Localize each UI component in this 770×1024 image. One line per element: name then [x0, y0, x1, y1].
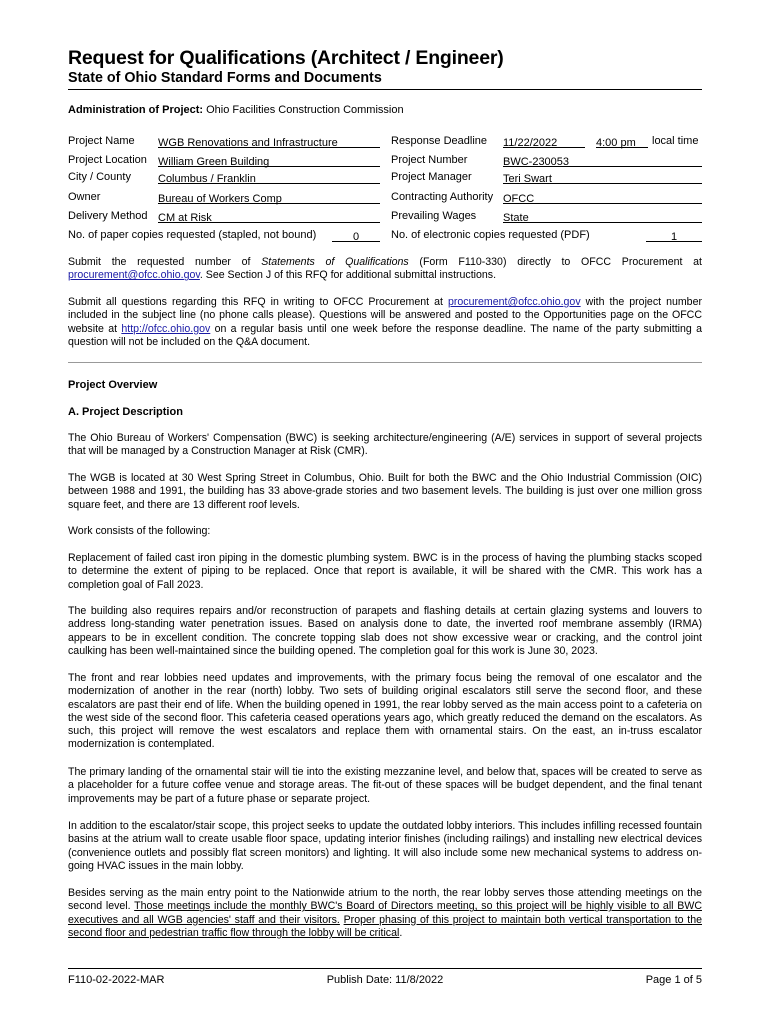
questions-text-b: with the project number included in the subject line (no phone calls please). Questions will be answered and posted to the Opportunities page on the OFCC website at	[68, 296, 702, 335]
final-text-end: .	[399, 926, 403, 939]
delivery-method-label: Delivery Method	[68, 210, 148, 222]
document-title: Request for Qualifications (Architect / Engineer)	[68, 47, 504, 69]
submit-text-b: (Form F110-330) directly to OFCC Procurement at	[419, 256, 702, 268]
electronic-copies-field	[646, 227, 702, 242]
project-number-label: Project Number	[391, 154, 468, 166]
project-manager-label: Project Manager	[391, 171, 472, 183]
statements-of-qualifications: Statements of Qualifications	[261, 256, 409, 268]
response-deadline-date-field	[503, 133, 585, 148]
project-location-label: Project Location	[68, 154, 147, 166]
submit-text-c: . See Section J of this RFQ for additional submittal instructions.	[199, 269, 497, 282]
project-location-value: William Green Building	[158, 156, 270, 168]
footer-form-id: F110-02-2022-MAR	[68, 974, 165, 986]
prevailing-wages-label: Prevailing Wages	[391, 210, 477, 222]
contracting-authority-label: Contracting Authority	[391, 191, 494, 203]
contracting-authority-field	[503, 189, 702, 204]
body-paragraph: The WGB is located at 30 West Spring Street in Columbus, Ohio. Built for both the BWC and the Ohio Industrial Commission (OIC) between 1988 and 1991, the building has 33 above-grade stories and two basement levels. The building is just over one million gross square feet, and there are 13 different roof levels.	[68, 472, 702, 511]
project-name-value: WGB Renovations and Infrastructure	[158, 137, 338, 149]
city-county-value: Columbus / Franklin	[158, 173, 256, 185]
body-paragraph: In addition to the escalator/stair scope, this project seeks to update the outdated lobby interiors. This includes infilling recessed fountain basins at the atrium wall to create usable floor space, updating interior finishes (including railings) and installing new electrical devices (convenience outlets and possibly flat screen monitors) and lighting. It will also include some new mechanical systems to address on-going HVAC issues in the main lobby.	[68, 820, 702, 872]
body-paragraph: The front and rear lobbies need updates and improvements, with the primary focus being the removal of one escalator and the modernization of another in the rear (north) lobby. Two sets of building original escalators still serve the second floor, and these escalators are past their end of life. When the building opened in 1991, the rear lobby served as the main access point to a cafeteria on the west side of the second floor. This cafeteria ceased operations years ago, which greatly reduced the demand on the escalators. As such, this project will remove the west escalators and replace them with ornamental stairs. On the east, an in-truss escalator modernization is contemplated.	[68, 672, 702, 751]
response-deadline-date: 11/22/2022	[503, 137, 558, 149]
questions-text-c: on a regular basis until one week before the response deadline. The name of the party submitting a question will not be included on the Q&A document.	[68, 322, 702, 348]
body-paragraph: The building also requires repairs and/or reconstruction of parapets and flashing details at certain glazing systems and louvers to address long-standing water penetration issues. Based on analysis done to date, the inverted roof membrane assembly (IRMA) appears to be in excellent condition. The concrete topping slab does not show excessive wear or cracking, and the control joint caulking has been well-maintained since the building opened. The completion goal for this work is June 30, 2023.	[68, 605, 702, 657]
ofcc-website-link[interactable]: http://ofcc.ohio.gov	[121, 322, 211, 335]
project-number-value: BWC-230053	[503, 156, 570, 168]
paper-copies-label: No. of paper copies requested (stapled, not bound)	[68, 229, 317, 241]
project-name-label: Project Name	[68, 135, 135, 147]
questions-instructions	[68, 296, 702, 349]
delivery-method-value: CM at Risk	[158, 212, 212, 224]
project-manager-field	[503, 169, 702, 184]
response-deadline-time-field	[596, 133, 648, 148]
body-paragraph: Work consists of the following:	[68, 525, 211, 537]
section-divider	[68, 362, 702, 363]
final-text-underlined-1: Those meetings include the monthly BWC's Board of Directors meeting, so this project will be highly visible to all BWC executives and all WGB agencies' staff and their visitors.	[68, 900, 702, 926]
title-divider	[68, 89, 702, 90]
document-subtitle: State of Ohio Standard Forms and Documents	[68, 70, 382, 86]
final-text-underlined-2: Proper phasing of this project to maintain both vertical transportation to the second floor and pedestrian traffic flow through the lobby will be critical	[68, 913, 702, 939]
submit-instructions	[68, 256, 702, 283]
project-overview-heading: Project Overview	[68, 379, 158, 391]
electronic-copies-label: No. of electronic copies requested (PDF)	[391, 229, 590, 241]
body-paragraph: The Ohio Bureau of Workers' Compensation (BWC) is seeking architecture/engineering (A/E) services in support of several projects that will be managed by a Construction Manager at Risk (CMR).	[68, 432, 702, 458]
city-county-field	[158, 169, 380, 184]
administration-line	[68, 104, 404, 116]
delivery-method-field	[158, 208, 380, 223]
footer-publish-date: Publish Date: 11/8/2022	[326, 974, 444, 986]
paper-copies-field	[332, 227, 380, 242]
submit-text-a: Submit the requested number of	[68, 256, 251, 268]
response-deadline-label: Response Deadline	[391, 135, 488, 147]
questions-text-a: Submit all questions regarding this RFQ in writing to OFCC Procurement at	[68, 296, 443, 308]
section-a-heading: A. Project Description	[68, 406, 183, 418]
final-text-a: Besides serving as the main entry point to the Nationwide atrium to the north, the rear lobby serves those attending meetings on the second level.	[68, 887, 702, 913]
project-manager-value: Teri Swart	[503, 173, 552, 185]
final-paragraph	[68, 887, 702, 940]
body-paragraph: Replacement of failed cast iron piping in the domestic plumbing system. BWC is in the process of having the plumbing stacks scoped to determine the extent of piping to be replaced. Once that report is available, it will be shared with the CMR. This work has a completion goal of Fall 2023.	[68, 552, 702, 591]
procurement-email-link-2[interactable]: procurement@ofcc.ohio.gov	[447, 296, 581, 308]
owner-value: Bureau of Workers Comp	[158, 193, 282, 205]
admin-label: Administration of Project:	[68, 104, 204, 116]
project-number-field	[503, 152, 702, 167]
project-name-field	[158, 133, 380, 148]
owner-field	[158, 189, 380, 204]
footer-divider	[68, 968, 702, 969]
admin-value: Ohio Facilities Construction Commission	[206, 104, 404, 116]
contracting-authority-value: OFCC	[503, 193, 535, 205]
body-paragraph: The primary landing of the ornamental stair will tie into the existing mezzanine level, and below that, spaces will be created to serve as a placeholder for a future coffee venue and storage areas. The fit-out of these spaces will be budget dependent, and the final tenant improvements may be part of a future phase or separate project.	[68, 766, 702, 805]
prevailing-wages-value: State	[503, 212, 529, 224]
paper-copies-value: 0	[352, 231, 360, 243]
procurement-email-link[interactable]: procurement@ofcc.ohio.gov	[68, 269, 200, 282]
project-location-field	[158, 152, 380, 167]
footer-page-number: Page 1 of 5	[645, 974, 702, 986]
local-time-label: local time	[652, 135, 699, 147]
city-county-label: City / County	[68, 171, 131, 183]
response-deadline-time: 4:00 pm	[596, 137, 636, 149]
owner-label: Owner	[68, 191, 101, 203]
prevailing-wages-field	[503, 208, 702, 223]
electronic-copies-value: 1	[670, 231, 678, 243]
